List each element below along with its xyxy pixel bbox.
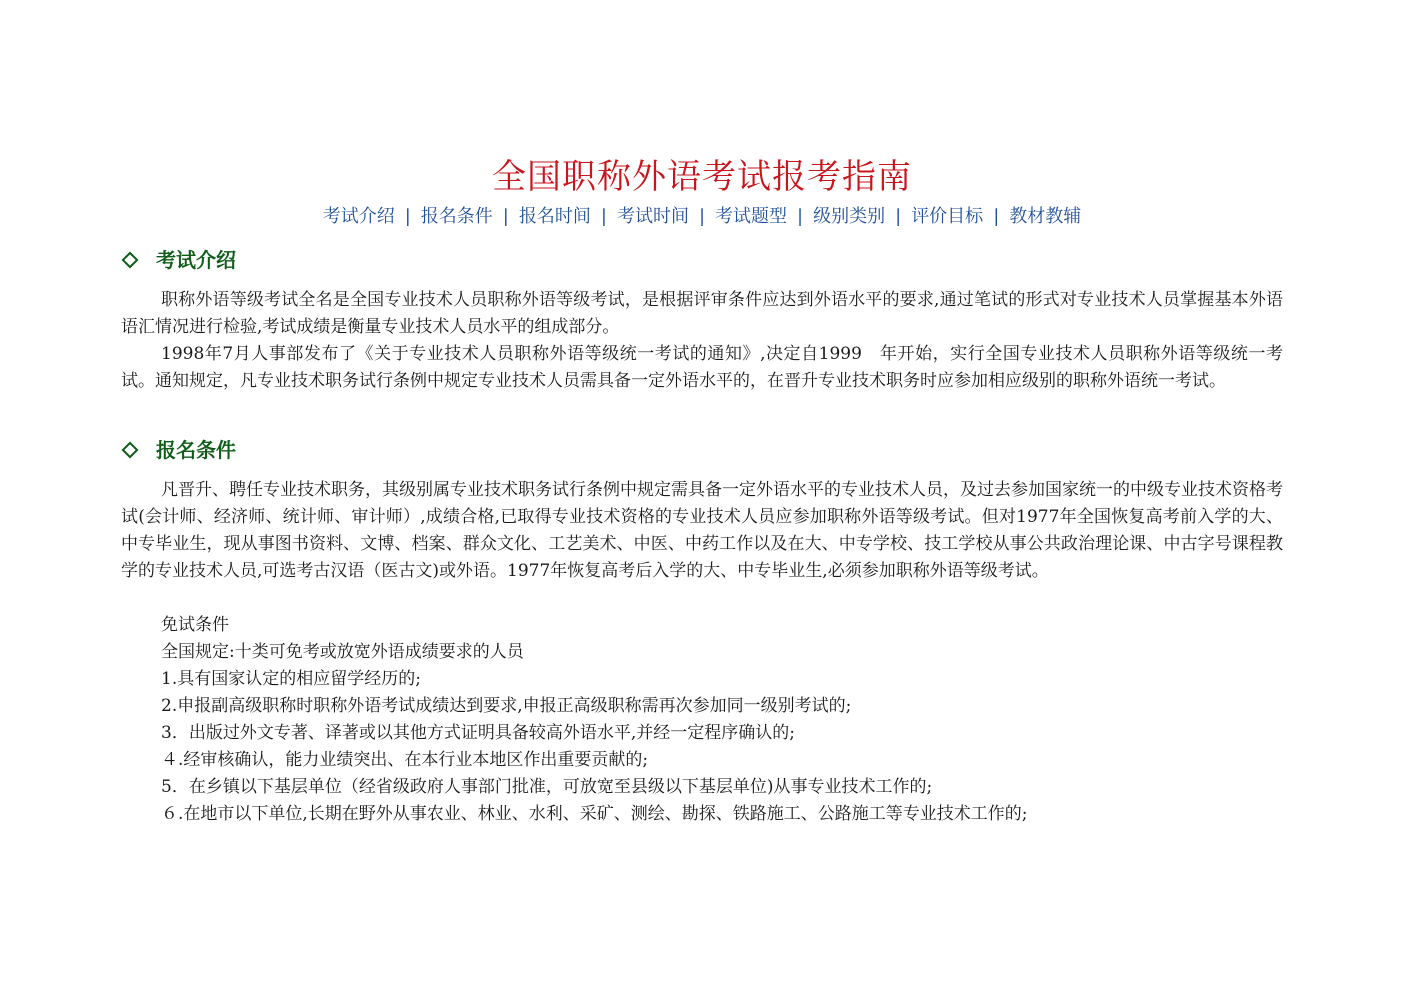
section-heading-exam-intro: [120, 246, 236, 274]
exemption-item-1: 1.具有国家认定的相应留学经历的;: [161, 669, 421, 689]
diamond-bullet-icon: [122, 252, 139, 269]
page-title: 全国职称外语考试报考指南: [492, 157, 912, 197]
section-heading-text: 报名条件: [156, 438, 236, 462]
exemption-item-4: ４.经审核确认，能力业绩突出、在本行业本地区作出重要贡献的;: [161, 750, 649, 770]
paragraph-exam-intro-1: 职称外语等级考试全名是全国专业技术人员职称外语等级考试，是根据评审条件应达到外语水平的要求,通过笔试的形式对专业技术人员掌握基本外语语汇情况进行检验,考试成绩是衡量专业技术人员水平的组成部分。: [121, 290, 1283, 337]
nav-link-exam-intro[interactable]: 考试介绍: [322, 206, 395, 227]
nav-separator: |: [502, 206, 509, 227]
exemption-heading: 免试条件: [161, 615, 229, 635]
nav-separator: |: [698, 206, 706, 227]
section-heading-registration-conditions: [120, 436, 236, 464]
nav-link-registration-conditions[interactable]: 报名条件: [420, 206, 493, 227]
nav-link-registration-time[interactable]: 报名时间: [518, 206, 591, 227]
nav-link-question-types[interactable]: 考试题型: [715, 206, 788, 227]
exemption-rule: 全国规定:十类可免考或放宽外语成绩要求的人员: [161, 642, 524, 662]
paragraph-exam-intro-2: 1998年7月人事部发布了《关于专业技术人员职称外语等级统一考试的通知》,决定自1999 年开始，实行全国专业技术人员职称外语等级统一考试。通知规定，凡专业技术职务试行条例中规定专业技术人员需具备一定外语水平的，在晋升专业技术职务时应参加相应级别的职称外语统一考试。: [121, 344, 1283, 391]
nav-separator: |: [895, 206, 902, 227]
nav-separator: |: [404, 206, 411, 227]
section-heading-text: 考试介绍: [156, 248, 236, 272]
nav-separator: |: [797, 206, 804, 227]
diamond-bullet-icon: [122, 442, 139, 459]
exemption-item-2: 2.申报副高级职称时职称外语考试成绩达到要求,申报正高级职称需再次参加同一级别考试的;: [161, 696, 852, 716]
top-nav: [0, 203, 1404, 231]
exemption-item-6: ６.在地市以下单位,长期在野外从事农业、林业、水利、采矿、测绘、勘探、铁路施工、公路施工等专业技术工作的;: [161, 804, 1028, 824]
paragraph-registration-conditions: 凡晋升、聘任专业技术职务，其级别属专业技术职务试行条例中规定需具备一定外语水平的专业技术人员，及过去参加国家统一的中级专业技术资格考试(会计师、经济师、统计师、审计师）,成绩合格,已取得专业技术资格的专业技术人员应参加职称外语等级考试。但对1977年全国恢复高考前入学的大、中专毕业生，现从事图书资料、文博、档案、群众文化、工艺美术、中医、中药工作以及在大、中专学校、技工学校从事公共政治理论课、中古字号课程教学的专业技术人员,可选考古汉语（医古文)或外语。1977年恢复高考后入学的大、中专毕业生,必须参加职称外语等级考试。: [121, 480, 1283, 581]
nav-link-exam-time[interactable]: 考试时间: [616, 206, 689, 227]
nav-separator: |: [600, 206, 607, 227]
exemption-item-5: 5．在乡镇以下基层单位（经省级政府人事部门批准，可放宽至县级以下基层单位)从事专业技术工作的;: [161, 777, 933, 797]
nav-link-textbooks[interactable]: 教材教辅: [1009, 206, 1082, 227]
nav-link-level-categories[interactable]: 级别类别: [813, 206, 886, 227]
nav-separator: |: [993, 206, 1000, 227]
nav-link-evaluation-goals[interactable]: 评价目标: [911, 206, 984, 227]
exemption-item-3: 3．出版过外文专著、译著或以其他方式证明具备较高外语水平,并经一定程序确认的;: [161, 723, 795, 743]
